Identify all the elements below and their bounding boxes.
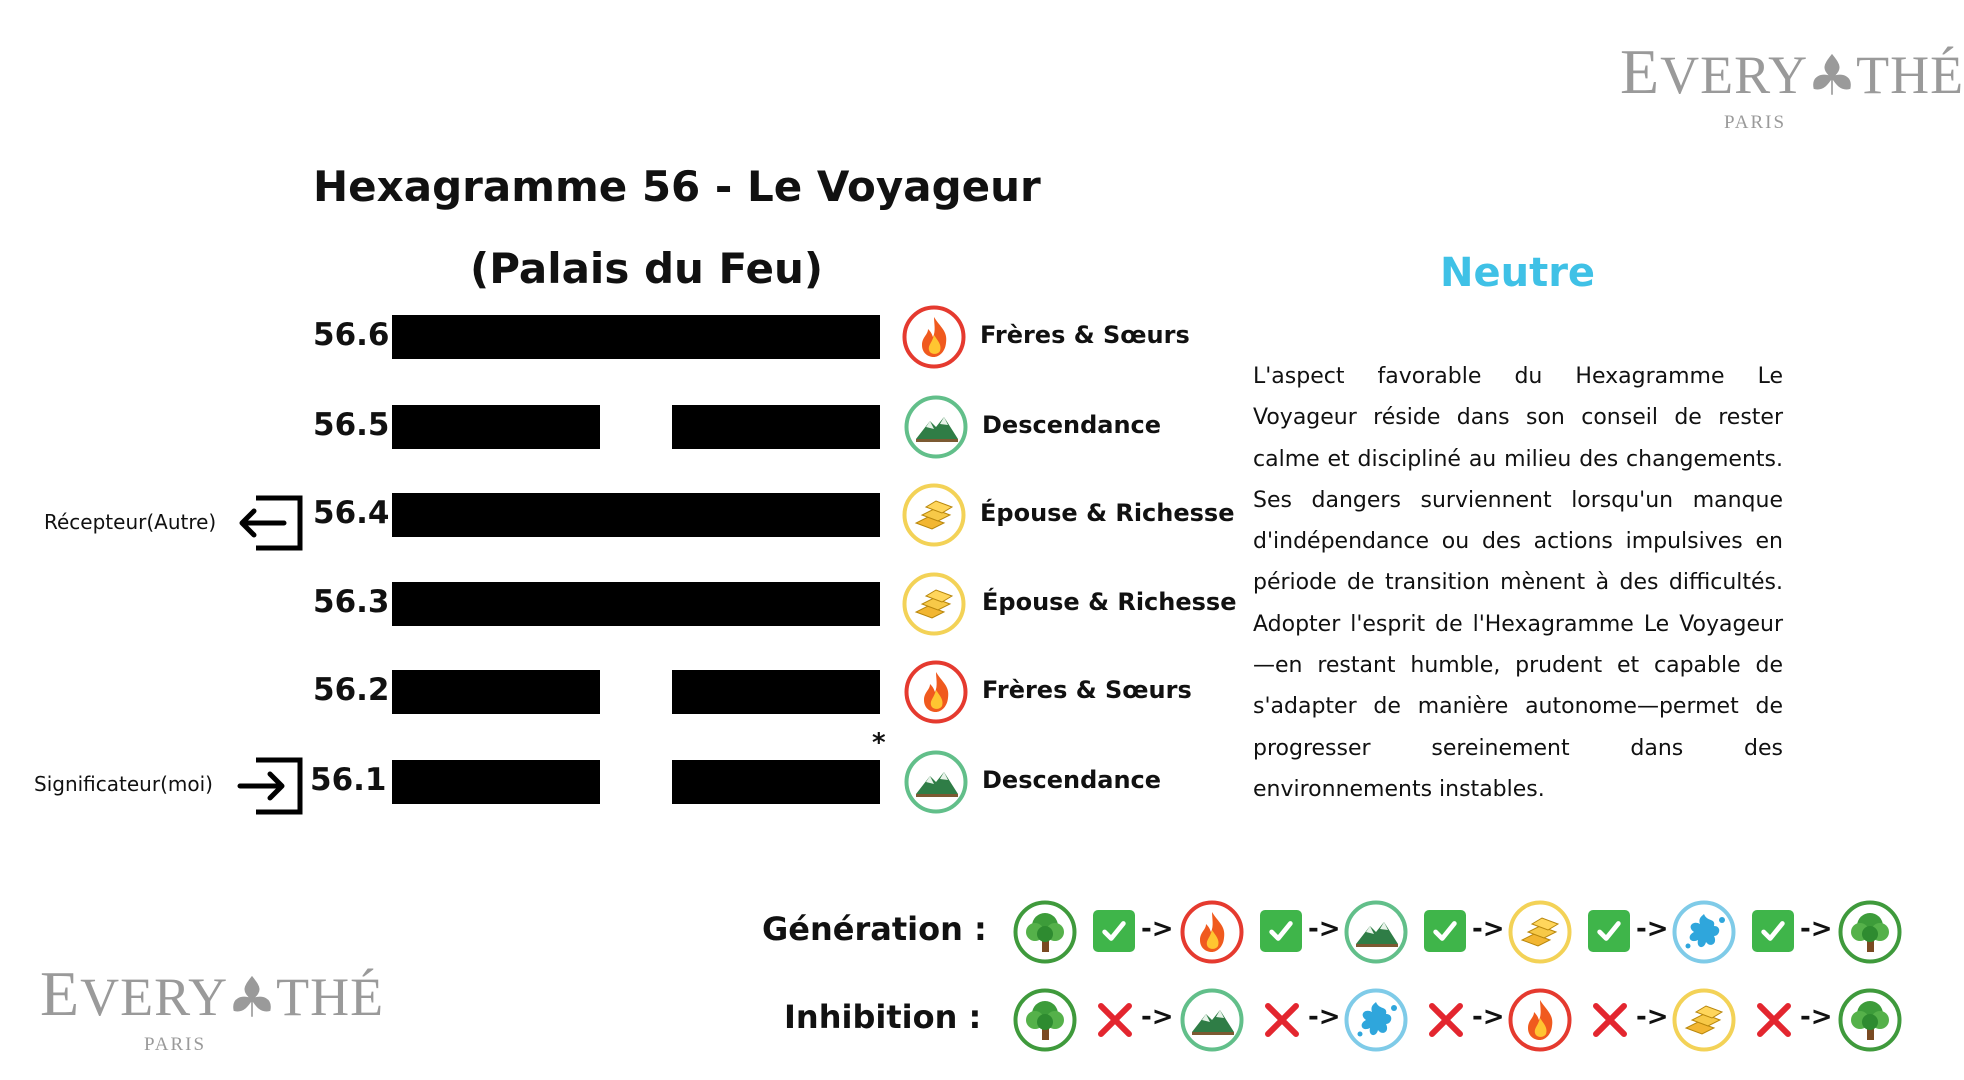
hexagram-title: Hexagramme 56 - Le Voyageur	[313, 162, 1041, 211]
relation-label: Épouse & Richesse	[982, 588, 1237, 616]
yin-line-segment	[392, 760, 600, 804]
cycle-arrow: ->	[1636, 1002, 1669, 1032]
fire-icon	[904, 660, 968, 724]
check-icon	[1260, 910, 1302, 952]
cycle-arrow: ->	[1141, 914, 1174, 944]
relation-label: Épouse & Richesse	[980, 499, 1235, 527]
logo-top-right	[1620, 36, 1964, 134]
exit-arrow-icon	[236, 494, 304, 552]
cross-icon	[1424, 998, 1468, 1046]
relation-label: Frères & Sœurs	[982, 676, 1192, 704]
cross-icon	[1093, 998, 1137, 1046]
earth-icon	[904, 395, 968, 459]
cycle-arrow: ->	[1636, 914, 1669, 944]
generation-metal-icon	[1508, 900, 1572, 964]
cycle-arrow: ->	[1472, 1002, 1505, 1032]
cross-icon	[1588, 998, 1632, 1046]
cycle-arrow: ->	[1141, 1002, 1174, 1032]
fire-icon	[902, 305, 966, 369]
fleur-icon	[230, 975, 274, 1019]
line-number-label: 56.1	[310, 762, 387, 798]
cycle-arrow: ->	[1800, 1002, 1833, 1032]
yin-line-segment	[672, 405, 880, 449]
yang-line	[392, 582, 880, 626]
line-number-label: 56.5	[313, 407, 390, 443]
check-icon	[1588, 910, 1630, 952]
yang-line	[392, 315, 880, 359]
generation-wood-icon	[1013, 900, 1077, 964]
fleur-icon	[1810, 53, 1854, 97]
relation-label: Frères & Sœurs	[980, 321, 1190, 349]
cycle-arrow: ->	[1308, 1002, 1341, 1032]
changing-line-marker: *	[872, 728, 886, 758]
logo-city: PARIS	[1723, 112, 1787, 133]
cycle-arrow: ->	[1800, 914, 1833, 944]
check-icon	[1752, 910, 1794, 952]
logo-wordmark: EVERY THÉ	[1620, 36, 1964, 107]
inhibition-earth-icon	[1180, 988, 1244, 1052]
line-number-label: 56.6	[313, 317, 390, 353]
inhibition-wood-icon	[1013, 988, 1077, 1052]
relation-label: Descendance	[982, 766, 1162, 794]
metal-icon	[902, 483, 966, 547]
description-text: L'aspect favorable du Hexagramme Le Voyageur réside dans son conseil de rester calme et discipliné au milieu des changements. Ses dangers surviennent lorsqu'un manque d'indépendance ou des actions impulsives en période de transition mènent à des difficultés. Adopter l'esprit de l'Hexagramme Le Voyageur—en restant humble, prudent et capable de s'adapter de manière autonome—permet de progresser sereinement dans des environnements instables.	[1253, 364, 1783, 802]
yin-line-segment	[392, 405, 600, 449]
generation-fire-icon	[1180, 900, 1244, 964]
relation-label: Descendance	[982, 411, 1162, 439]
generation-wood-icon	[1838, 900, 1902, 964]
inhibition-water-icon	[1344, 988, 1408, 1052]
metal-icon	[902, 572, 966, 636]
inhibition-metal-icon	[1672, 988, 1736, 1052]
line-number-label: 56.2	[313, 672, 390, 708]
cycle-arrow: ->	[1472, 914, 1505, 944]
check-icon	[1093, 910, 1135, 952]
logo-bottom-left	[40, 958, 385, 1056]
check-icon	[1424, 910, 1466, 952]
generation-earth-icon	[1344, 900, 1408, 964]
line-number-label: 56.4	[313, 495, 390, 531]
inhibition-wood-icon	[1838, 988, 1902, 1052]
yin-line-segment	[672, 760, 880, 804]
inhibition-label: Inhibition :	[784, 998, 982, 1036]
palace-subtitle: (Palais du Feu)	[470, 244, 824, 293]
yin-line-segment	[672, 670, 880, 714]
inhibition-fire-icon	[1508, 988, 1572, 1052]
yin-line-segment	[392, 670, 600, 714]
earth-icon	[904, 750, 968, 814]
significateur-label: Significateur(moi)	[34, 772, 213, 796]
generation-label: Génération :	[762, 910, 987, 948]
cross-icon	[1752, 998, 1796, 1046]
cross-icon	[1260, 998, 1304, 1046]
recepteur-label: Récepteur(Autre)	[44, 510, 217, 534]
logo-city: PARIS	[143, 1034, 207, 1055]
yang-line	[392, 493, 880, 537]
logo-wordmark: EVERY THÉ	[40, 958, 385, 1029]
line-number-label: 56.3	[313, 584, 390, 620]
cycle-arrow: ->	[1308, 914, 1341, 944]
enter-arrow-icon	[236, 756, 304, 816]
verdict-label: Neutre	[1440, 250, 1596, 296]
generation-water-icon	[1672, 900, 1736, 964]
